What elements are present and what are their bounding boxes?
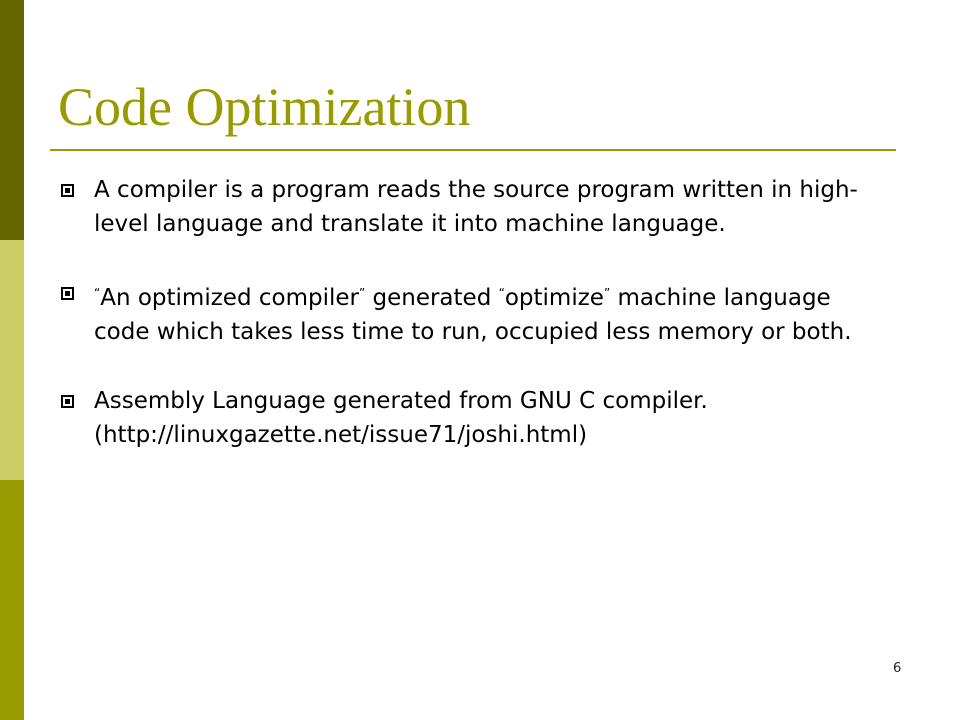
open-quote: “ xyxy=(498,286,505,300)
close-quote: ” xyxy=(358,286,366,300)
square-bullet-icon xyxy=(61,287,74,300)
bullet-text: generated xyxy=(365,285,499,311)
square-bullet-icon xyxy=(61,184,74,197)
bullet-item xyxy=(58,276,888,349)
title-underline xyxy=(50,149,896,151)
bullet-text: machine language code which takes less time to run, occupied less memory or both. xyxy=(94,285,852,345)
square-bullet-icon xyxy=(61,395,74,408)
accent-bar-middle xyxy=(0,240,24,480)
accent-bar-bottom xyxy=(0,480,24,720)
open-quote: “ xyxy=(94,286,101,300)
bullet-item xyxy=(58,384,888,452)
page-number: 6 xyxy=(893,661,902,676)
slide-title: Code Optimization xyxy=(58,77,471,137)
bullet-text: A compiler is a program reads the source program written in high-level language and translate it into machine language. xyxy=(94,177,858,237)
quoted-text: An optimized compiler xyxy=(100,285,359,311)
bullet-text-line: Assembly Language generated from GNU C compiler. xyxy=(94,388,708,414)
accent-bar-top xyxy=(0,0,24,240)
reference-url: (http://linuxgazette.net/issue71/joshi.html) xyxy=(94,422,588,448)
close-quote: ” xyxy=(603,286,611,300)
bullet-list xyxy=(58,173,888,486)
bullet-item xyxy=(58,173,888,241)
quoted-text: optimize xyxy=(504,285,604,311)
